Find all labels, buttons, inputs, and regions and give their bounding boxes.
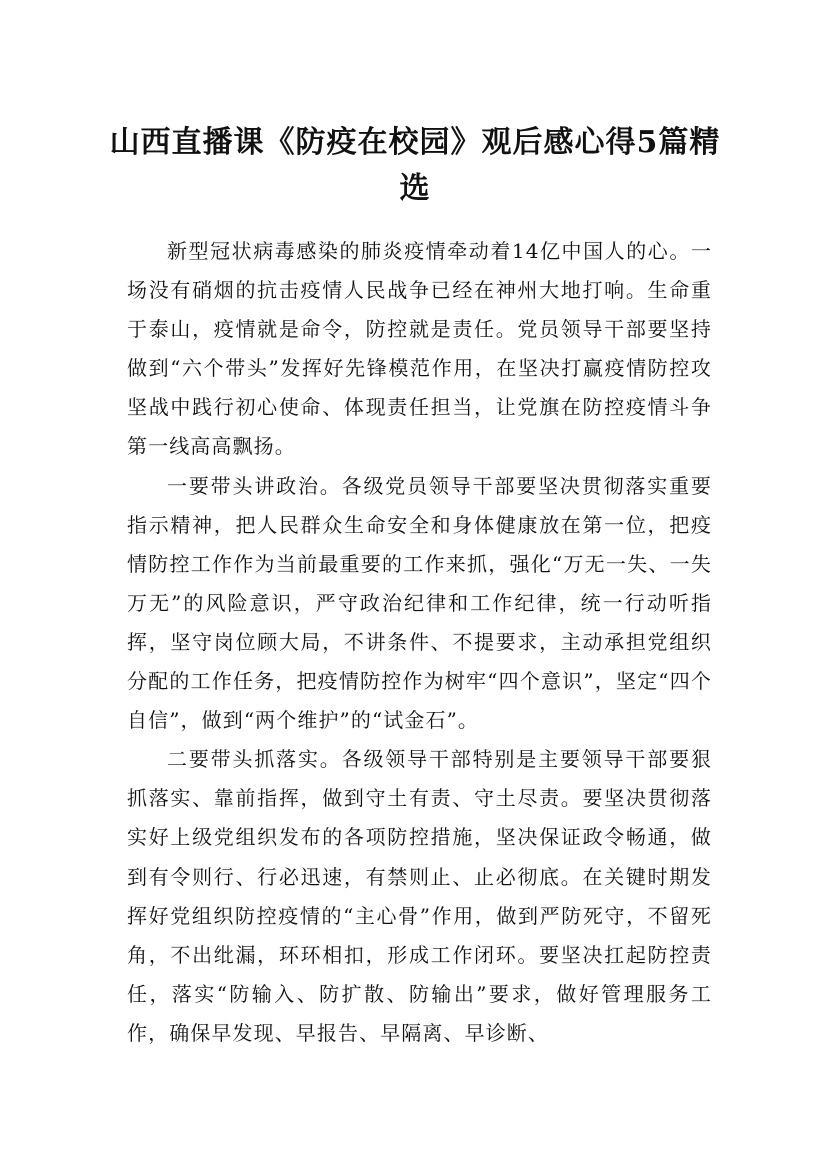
- document-body: [127, 232, 712, 1053]
- paragraph-intro: 新型冠状病毒感染的肺炎疫情牵动着14亿中国人的心。一场没有硝烟的抗击疫情人民战争已经在神州大地打响。生命重于泰山，疫情就是命令，防控就是责任。党员领导干部要坚持做到“六个带头”发挥好先锋模范作用，在坚决打赢疫情防控攻坚战中践行初心使命、体现责任担当，让党旗在防控疫情斗争第一线高高飘扬。: [127, 239, 712, 459]
- paragraph-implementation: 二要带头抓落实。各级领导干部特别是主要领导干部要狠抓落实、靠前指挥，做到守土有责、守土尽责。要坚决贯彻落实好上级党组织发布的各项防控措施，坚决保证政令畅通，做到有令则行、行必迅速，有禁则止、止必彻底。在关键时期发挥好党组织防控疫情的“主心骨”作用，做到严防死守，不留死角，不出纰漏，环环相扣，形成工作闭环。要坚决扛起防控责任，落实“防输入、防扩散、防输出”要求，做好管理服务工作，确保早发现、早报告、早隔离、早诊断、: [127, 747, 712, 1045]
- paragraph-politics: 一要带头讲政治。各级党员领导干部要坚决贯彻落实重要指示精神，把人民群众生命安全和身体健康放在第一位，把疫情防控工作作为当前最重要的工作来抓，强化“万无一失、一失万无”的风险意识，严守政治纪律和工作纪律，统一行动听指挥，坚守岗位顾大局，不讲条件、不提要求，主动承担党组织分配的工作任务，把疫情防控作为树牢“四个意识”，坚定“四个自信”，做到“两个维护”的“试金石”。: [127, 473, 712, 733]
- document-title: 山西直播课《防疫在校园》观后感心得5篇精选: [109, 125, 721, 207]
